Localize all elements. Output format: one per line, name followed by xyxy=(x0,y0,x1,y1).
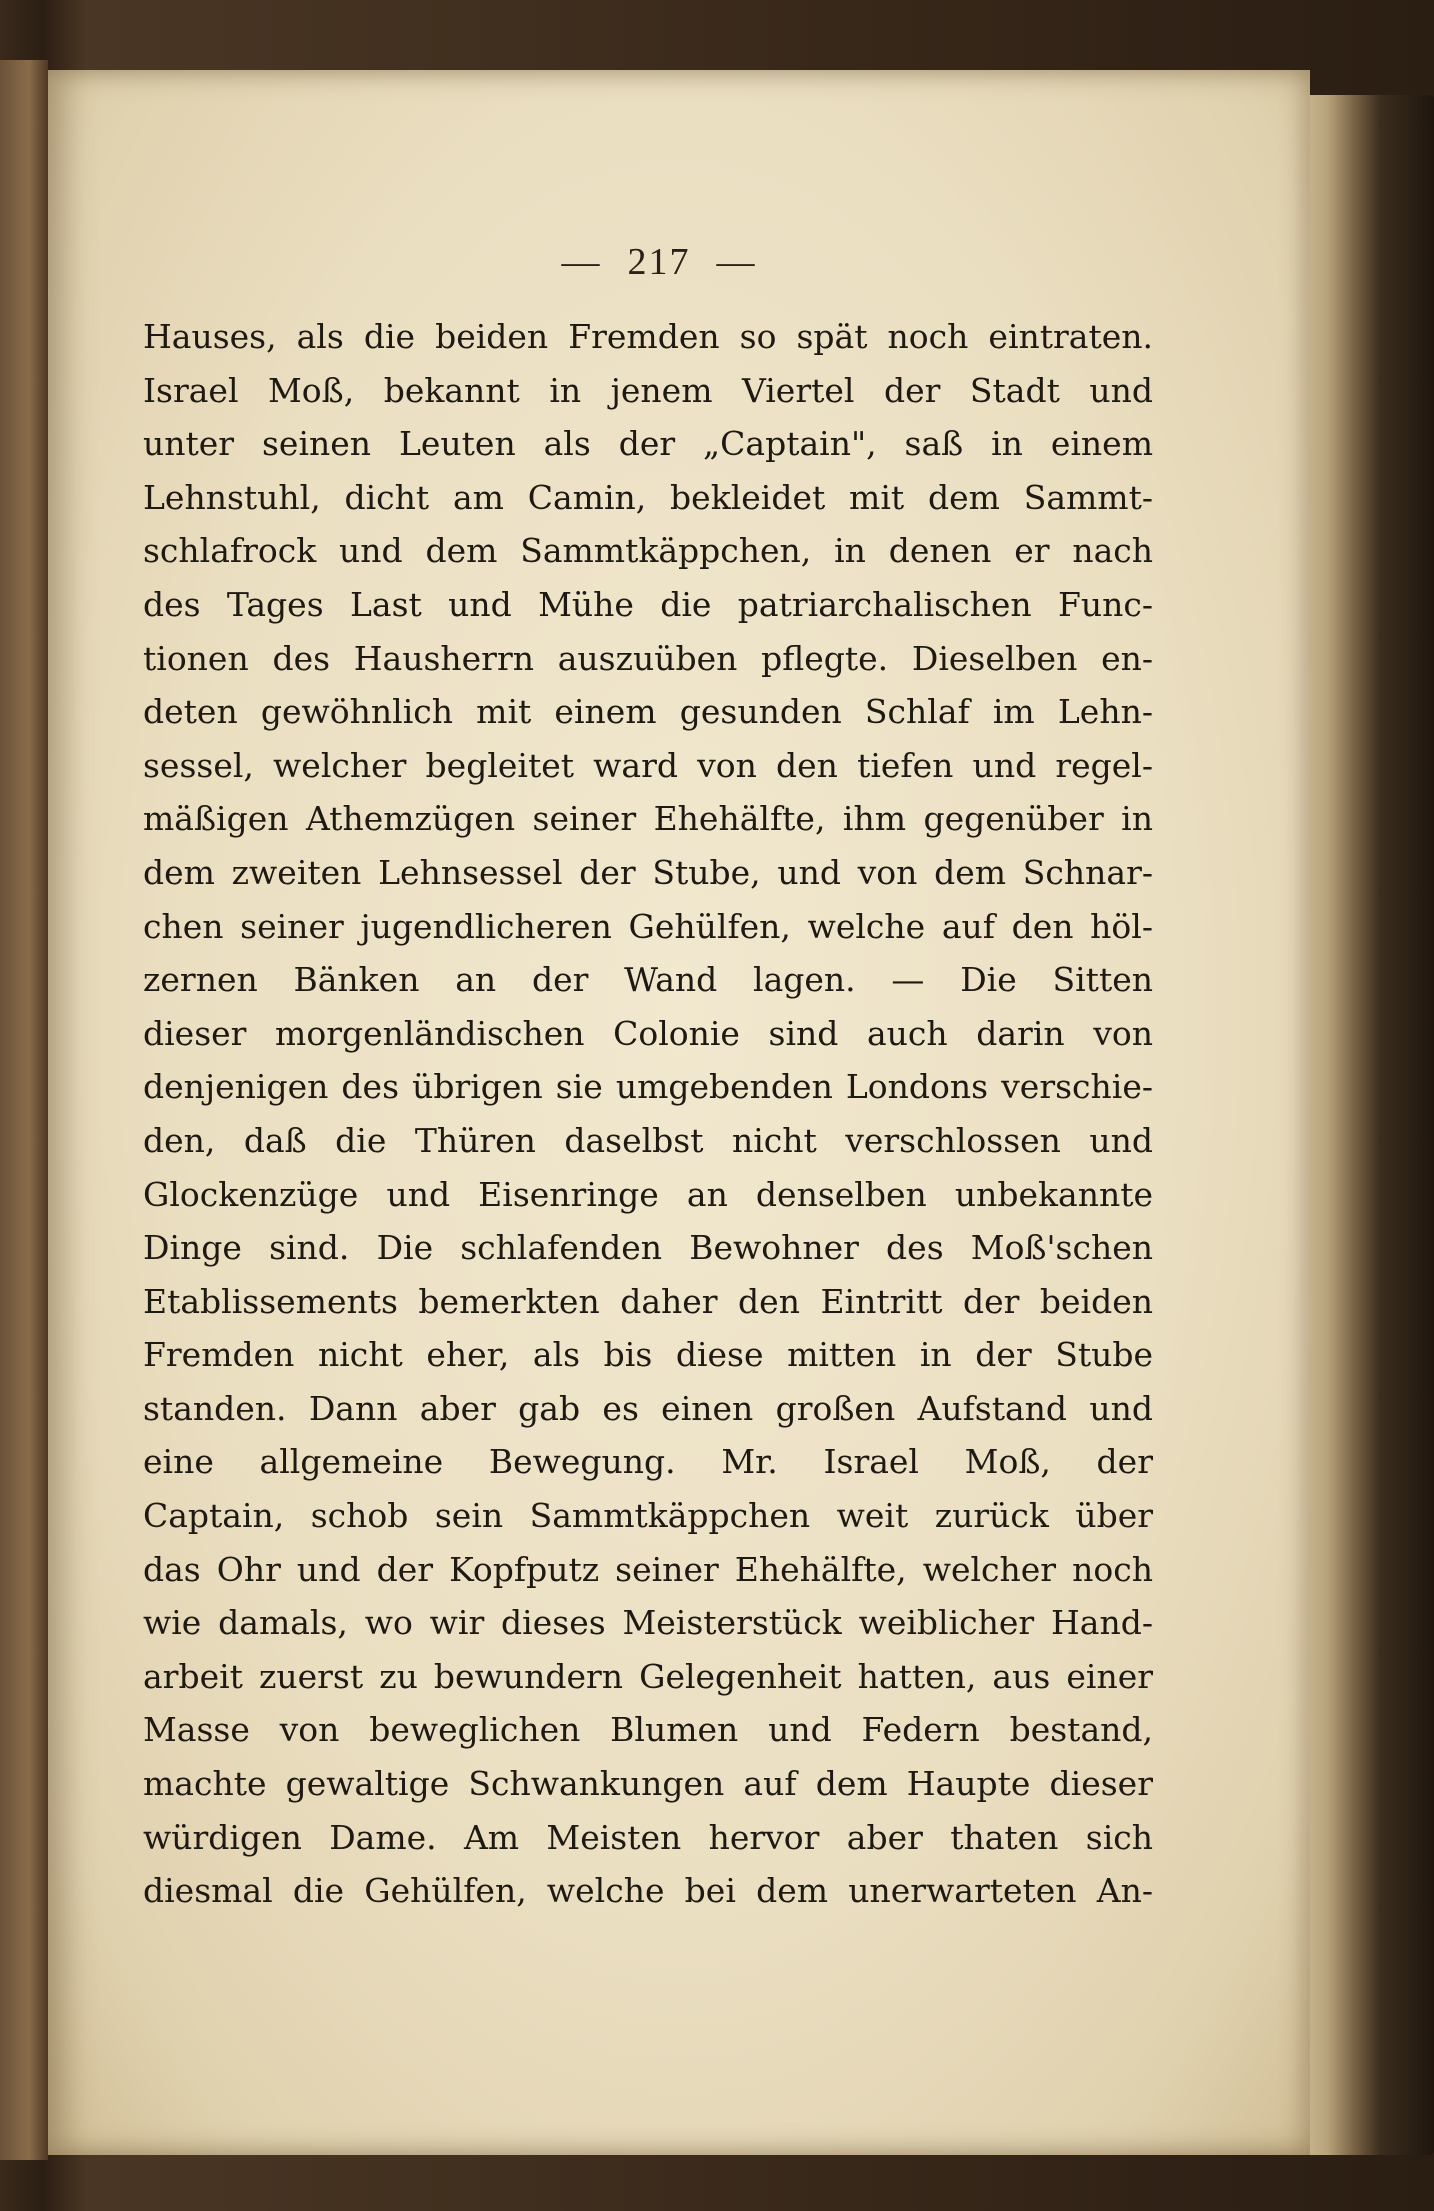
text-line: zernen Bänken an der Wand lagen. — Die Sitten xyxy=(143,960,1153,1000)
text-line: tionen des Hausherrn auszuüben pflegte. Dieselben en- xyxy=(143,638,1153,678)
text-line: würdigen Dame. Am Meisten hervor aber thaten sich xyxy=(143,1817,1153,1857)
page-number-dash-left: — xyxy=(561,241,602,283)
page-number-dash-right: — xyxy=(716,241,757,283)
body-text xyxy=(143,310,1153,1918)
text-line: Israel Moß, bekannt in jenem Viertel der Stadt und xyxy=(143,370,1153,410)
text-line: des Tages Last und Mühe die patriarchalischen Func- xyxy=(143,584,1153,624)
text-line: dieser morgenländischen Colonie sind auch darin von xyxy=(143,1013,1153,1053)
text-line: sessel, welcher begleitet ward von den tiefen und regel- xyxy=(143,745,1153,785)
text-line: deten gewöhnlich mit einem gesunden Schlaf im Lehn- xyxy=(143,692,1153,732)
left-book-cover xyxy=(0,60,48,2160)
text-line: Fremden nicht eher, als bis diese mitten in der Stube xyxy=(143,1335,1153,1375)
text-line: Glockenzüge und Eisenringe an denselben unbekannte xyxy=(143,1174,1153,1214)
book-page xyxy=(48,70,1310,2155)
page-number xyxy=(28,240,1290,284)
text-line: machte gewaltige Schwankungen auf dem Haupte dieser xyxy=(143,1764,1153,1804)
text-line: Etablissements bemerkten daher den Eintritt der beiden xyxy=(143,1281,1153,1321)
text-line: dem zweiten Lehnsessel der Stube, und von dem Schnar- xyxy=(143,852,1153,892)
text-line: eine allgemeine Bewegung. Mr. Israel Moß, der xyxy=(143,1442,1153,1482)
text-line: schlafrock und dem Sammtkäppchen, in denen er nach xyxy=(143,531,1153,571)
text-line: wie damals, wo wir dieses Meisterstück weiblicher Hand- xyxy=(143,1603,1153,1643)
text-line: Dinge sind. Die schlafenden Bewohner des Moß'schen xyxy=(143,1228,1153,1268)
text-line: arbeit zuerst zu bewundern Gelegenheit hatten, aus einer xyxy=(143,1656,1153,1696)
text-line: diesmal die Gehülfen, welche bei dem unerwarteten An- xyxy=(143,1871,1153,1911)
text-line: chen seiner jugendlicheren Gehülfen, welche auf den höl- xyxy=(143,906,1153,946)
text-line: den, daß die Thüren daselbst nicht verschlossen und xyxy=(143,1120,1153,1160)
text-line: standen. Dann aber gab es einen großen Aufstand und xyxy=(143,1388,1153,1428)
text-line: Masse von beweglichen Blumen und Federn bestand, xyxy=(143,1710,1153,1750)
page-stack-edge xyxy=(1300,95,1434,2155)
text-line: denjenigen des übrigen sie umgebenden Londons verschie- xyxy=(143,1067,1153,1107)
text-line: Lehnstuhl, dicht am Camin, bekleidet mit dem Sammt- xyxy=(143,477,1153,517)
text-line: Captain, schob sein Sammtkäppchen weit zurück über xyxy=(143,1496,1153,1536)
text-line: Hauses, als die beiden Fremden so spät noch eintraten. xyxy=(143,317,1153,356)
page-number-value: 217 xyxy=(627,241,691,283)
text-line: unter seinen Leuten als der „Captain", saß in einem xyxy=(143,424,1153,464)
text-line: mäßigen Athemzügen seiner Ehehälfte, ihm gegenüber in xyxy=(143,799,1153,839)
text-line: das Ohr und der Kopfputz seiner Ehehälfte, welcher noch xyxy=(143,1549,1153,1589)
